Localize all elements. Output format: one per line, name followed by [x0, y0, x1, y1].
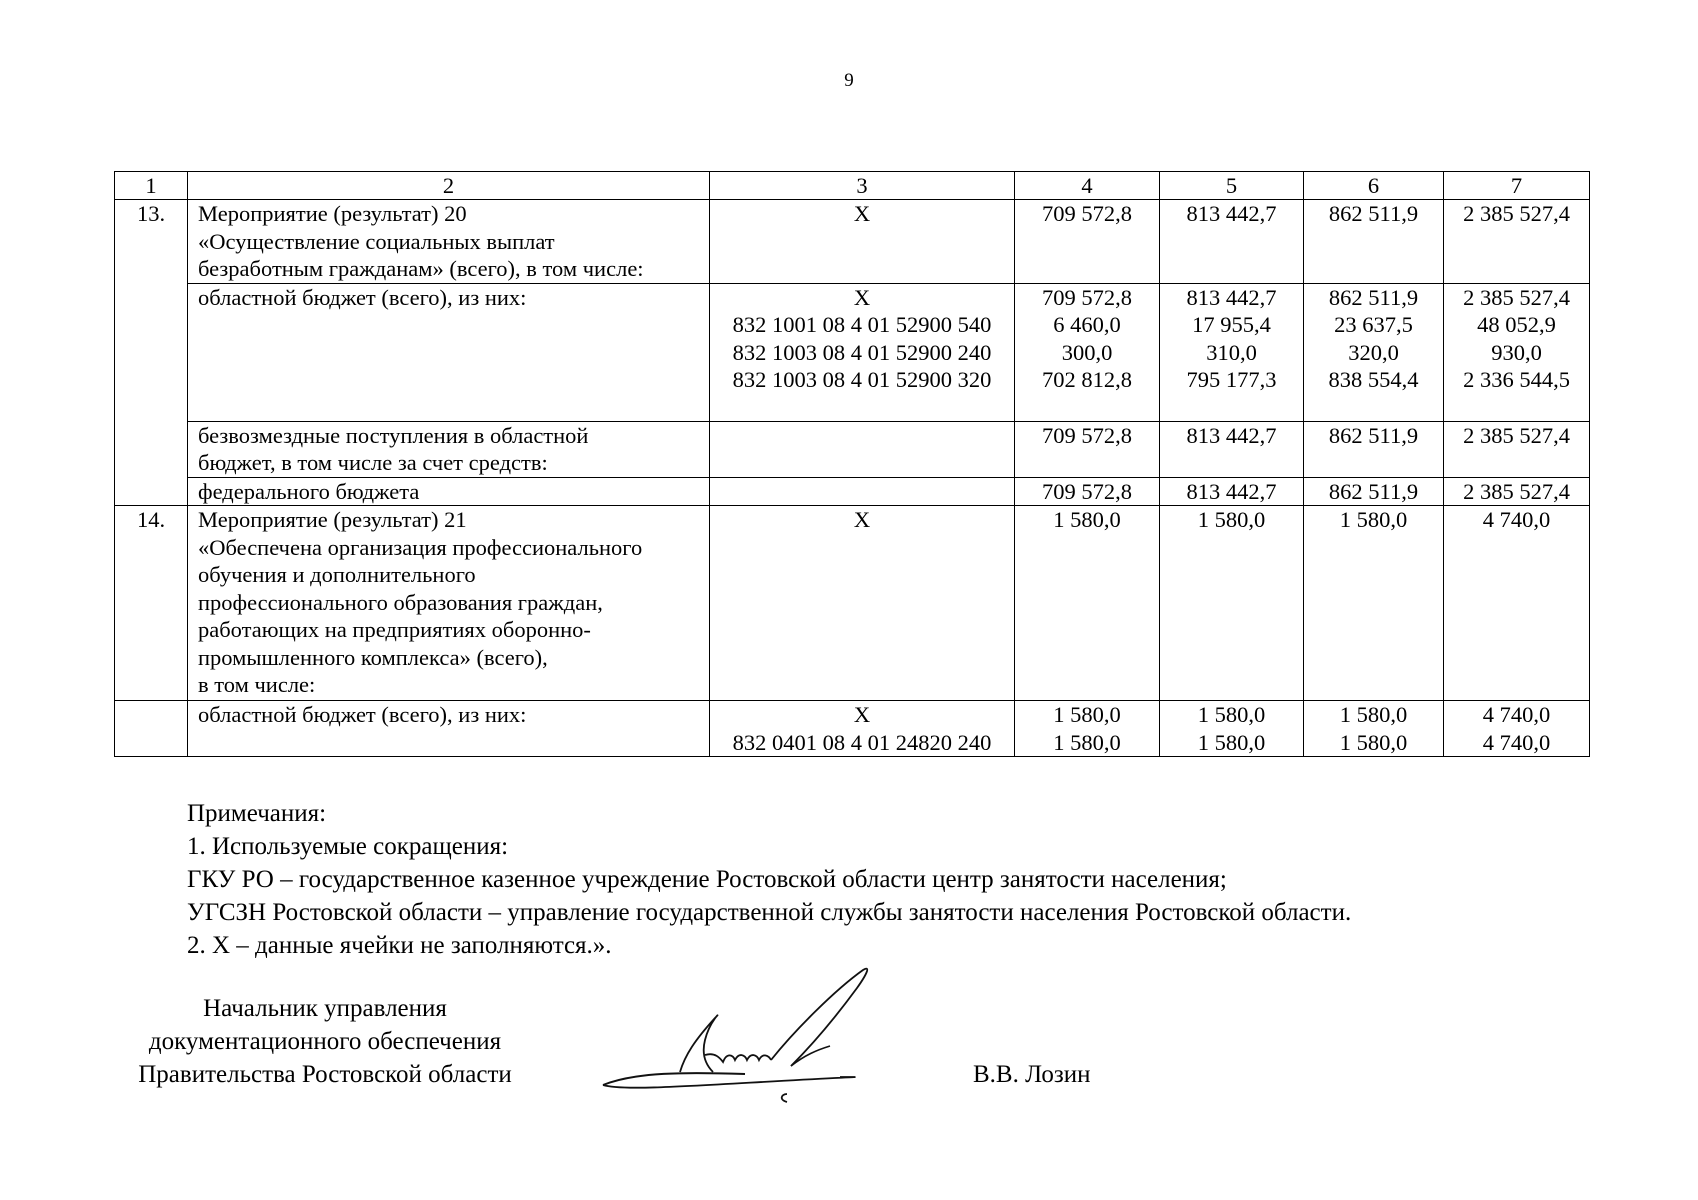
amount-col-5-line: 1 580,0 [1197, 702, 1266, 727]
amount-col-4-line: 702 812,8 [1042, 367, 1132, 392]
table-row [115, 421, 1590, 477]
table-row [115, 506, 1590, 701]
measure-name-line: безвозмездные поступления в областной [198, 422, 589, 448]
header-cell: 3 [710, 172, 1015, 200]
table-row [115, 283, 1590, 421]
amount-col-6 [1304, 283, 1444, 421]
amount-col-5-line: 795 177,3 [1186, 367, 1277, 392]
amount-col-7 [1444, 701, 1590, 757]
budget-code-line: 832 1003 08 4 01 52900 320 [732, 367, 992, 392]
amount-col-6-line: 23 637,5 [1334, 312, 1413, 337]
budget-code [710, 701, 1015, 757]
measure-name-line: промышленного комплекса» (всего), [198, 644, 548, 670]
measure-name-line: работающих на предприятиях оборонно- [198, 617, 591, 642]
budget-code [710, 283, 1015, 421]
amount-col-6-line: 1 580,0 [1339, 507, 1408, 532]
handwritten-signature [595, 960, 925, 1110]
notes-title: Примечания: [187, 800, 327, 827]
amount-col-4-line: 709 572,8 [1042, 284, 1132, 310]
measure-name [188, 477, 710, 506]
amount-col-6-line: 862 511,9 [1328, 422, 1419, 448]
header-cell: 7 [1444, 172, 1590, 200]
measure-name [188, 283, 710, 421]
amount-col-6-line: 862 511,9 [1328, 201, 1419, 226]
amount-col-6-line: 320,0 [1348, 339, 1399, 365]
notes-abbreviation: УГСЗН Ростовской области – управление государственной службы занятости населения Ростовской области. [187, 899, 1352, 926]
page-number: 9 [844, 70, 854, 91]
amount-col-4 [1015, 200, 1160, 284]
budget-code [710, 506, 1015, 701]
amount-col-7 [1444, 421, 1590, 477]
amount-col-7 [1444, 506, 1590, 701]
amount-col-7-line: 4 740,0 [1482, 507, 1551, 532]
amount-col-7-line: 48 052,9 [1477, 312, 1556, 337]
budget-code-line: 832 1003 08 4 01 52900 240 [732, 339, 992, 365]
table-header [115, 172, 1590, 200]
budget-code [710, 477, 1015, 506]
amount-col-4 [1015, 477, 1160, 506]
amount-col-4-line: 300,0 [1061, 339, 1113, 365]
amount-col-4-line: 709 572,8 [1042, 422, 1132, 448]
amount-col-5 [1160, 283, 1304, 421]
amount-col-4 [1015, 283, 1160, 421]
amount-col-4-line: 709 572,8 [1042, 478, 1132, 504]
amount-col-5-line: 813 442,7 [1186, 478, 1277, 504]
amount-col-4 [1015, 506, 1160, 701]
budget-code-line: X [853, 702, 871, 727]
amount-col-6-line: 838 554,4 [1328, 367, 1419, 392]
budget-code [710, 421, 1015, 477]
measure-name-line: Мероприятие (результат) 21 [198, 507, 467, 532]
amount-col-6 [1304, 506, 1444, 701]
header-cell: 6 [1304, 172, 1444, 200]
amount-col-5-line: 310,0 [1206, 339, 1257, 365]
amount-col-5-line: 17 955,4 [1192, 312, 1271, 337]
amount-col-5-line: 813 442,7 [1186, 422, 1277, 448]
amount-col-7-line: 2 385 527,4 [1463, 201, 1570, 226]
header-cell: 5 [1160, 172, 1304, 200]
amount-col-7-line: 2 385 527,4 [1463, 478, 1570, 504]
header-cell: 1 [115, 172, 188, 200]
signatory-title [105, 992, 545, 1091]
measure-name-line: областной бюджет (всего), из них: [198, 702, 527, 727]
amount-col-7-line: 4 740,0 [1482, 729, 1551, 755]
amount-col-7-line: 930,0 [1491, 339, 1542, 365]
row-number [115, 701, 188, 757]
amount-col-7-line: 2 385 527,4 [1463, 284, 1570, 310]
amount-col-7 [1444, 283, 1590, 421]
budget-code-line: X [853, 284, 871, 310]
table-body [115, 200, 1590, 757]
amount-col-5 [1160, 506, 1304, 701]
budget-code-line: 832 0401 08 4 01 24820 240 [732, 729, 992, 755]
measure-name-line: профессионального образования граждан, [198, 589, 603, 615]
measure-name-line: федерального бюджета [198, 478, 420, 504]
table-row [115, 200, 1590, 284]
budget-code-line: 832 1001 08 4 01 52900 540 [732, 312, 992, 337]
measure-name [188, 200, 710, 284]
signatory-name: В.В. Лозин [973, 1061, 1091, 1088]
amount-col-4-line: 1 580,0 [1053, 729, 1121, 755]
amount-col-7-line: 2 385 527,4 [1463, 422, 1570, 448]
amount-col-6 [1304, 477, 1444, 506]
table-row [115, 477, 1590, 506]
measure-name [188, 506, 710, 701]
measure-name-line: областной бюджет (всего), из них: [198, 284, 527, 310]
signatory-title-line: документационного обеспечения [148, 1028, 502, 1055]
measure-name-line: бюджет, в том числе за счет средств: [198, 450, 548, 475]
header-cell: 2 [188, 172, 710, 200]
measure-name-line: Мероприятие (результат) 20 [198, 201, 467, 226]
amount-col-6 [1304, 200, 1444, 284]
table-row [115, 701, 1590, 757]
header-cell: 4 [1015, 172, 1160, 200]
amount-col-7-line: 2 336 544,5 [1463, 367, 1570, 392]
amount-col-5-line: 1 580,0 [1197, 729, 1266, 755]
measure-name-line: безработным гражданам» (всего), в том числе: [198, 256, 644, 281]
amount-col-6-line: 1 580,0 [1339, 702, 1408, 727]
measure-name [188, 701, 710, 757]
budget-code-line: X [853, 201, 871, 226]
budget-code [710, 200, 1015, 284]
amount-col-6 [1304, 421, 1444, 477]
amount-col-5 [1160, 701, 1304, 757]
signatory-title-line: Правительства Ростовской области [138, 1061, 512, 1088]
amount-col-4-line: 6 460,0 [1053, 312, 1121, 337]
notes-item: 1. Используемые сокращения: [187, 833, 509, 860]
amount-col-4-line: 1 580,0 [1053, 702, 1121, 727]
amount-col-6-line: 862 511,9 [1328, 284, 1419, 310]
row-number: 14. [115, 506, 188, 701]
budget-table [114, 171, 1590, 757]
measure-name-line: «Обеспечена организация профессионального [198, 534, 643, 560]
measure-name-line: обучения и дополнительного [198, 562, 476, 587]
signatory-title-line: Начальник управления [203, 995, 447, 1022]
amount-col-5 [1160, 477, 1304, 506]
amount-col-5-line: 1 580,0 [1197, 507, 1266, 532]
amount-col-4-line: 709 572,8 [1042, 201, 1132, 226]
amount-col-4 [1015, 421, 1160, 477]
amount-col-5 [1160, 421, 1304, 477]
notes [187, 797, 1351, 962]
amount-col-6-line: 862 511,9 [1328, 478, 1419, 504]
notes-item: 2. Х – данные ячейки не заполняются.». [187, 932, 612, 959]
amount-col-4-line: 1 580,0 [1053, 507, 1121, 532]
row-number: 13. [115, 200, 188, 506]
notes-abbreviation: ГКУ РО – государственное казенное учреждение Ростовской области центр занятости населения; [187, 866, 1227, 893]
amount-col-7-line: 4 740,0 [1482, 702, 1551, 727]
measure-name [188, 421, 710, 477]
amount-col-7 [1444, 477, 1590, 506]
amount-col-6-line: 1 580,0 [1339, 729, 1408, 755]
measure-name-line: «Осуществление социальных выплат [198, 228, 555, 254]
amount-col-7 [1444, 200, 1590, 284]
amount-col-6 [1304, 701, 1444, 757]
measure-name-line: в том числе: [198, 672, 316, 697]
amount-col-5 [1160, 200, 1304, 284]
amount-col-5-line: 813 442,7 [1186, 201, 1277, 226]
budget-code-line: X [853, 507, 871, 532]
amount-col-5-line: 813 442,7 [1186, 284, 1277, 310]
amount-col-4 [1015, 701, 1160, 757]
